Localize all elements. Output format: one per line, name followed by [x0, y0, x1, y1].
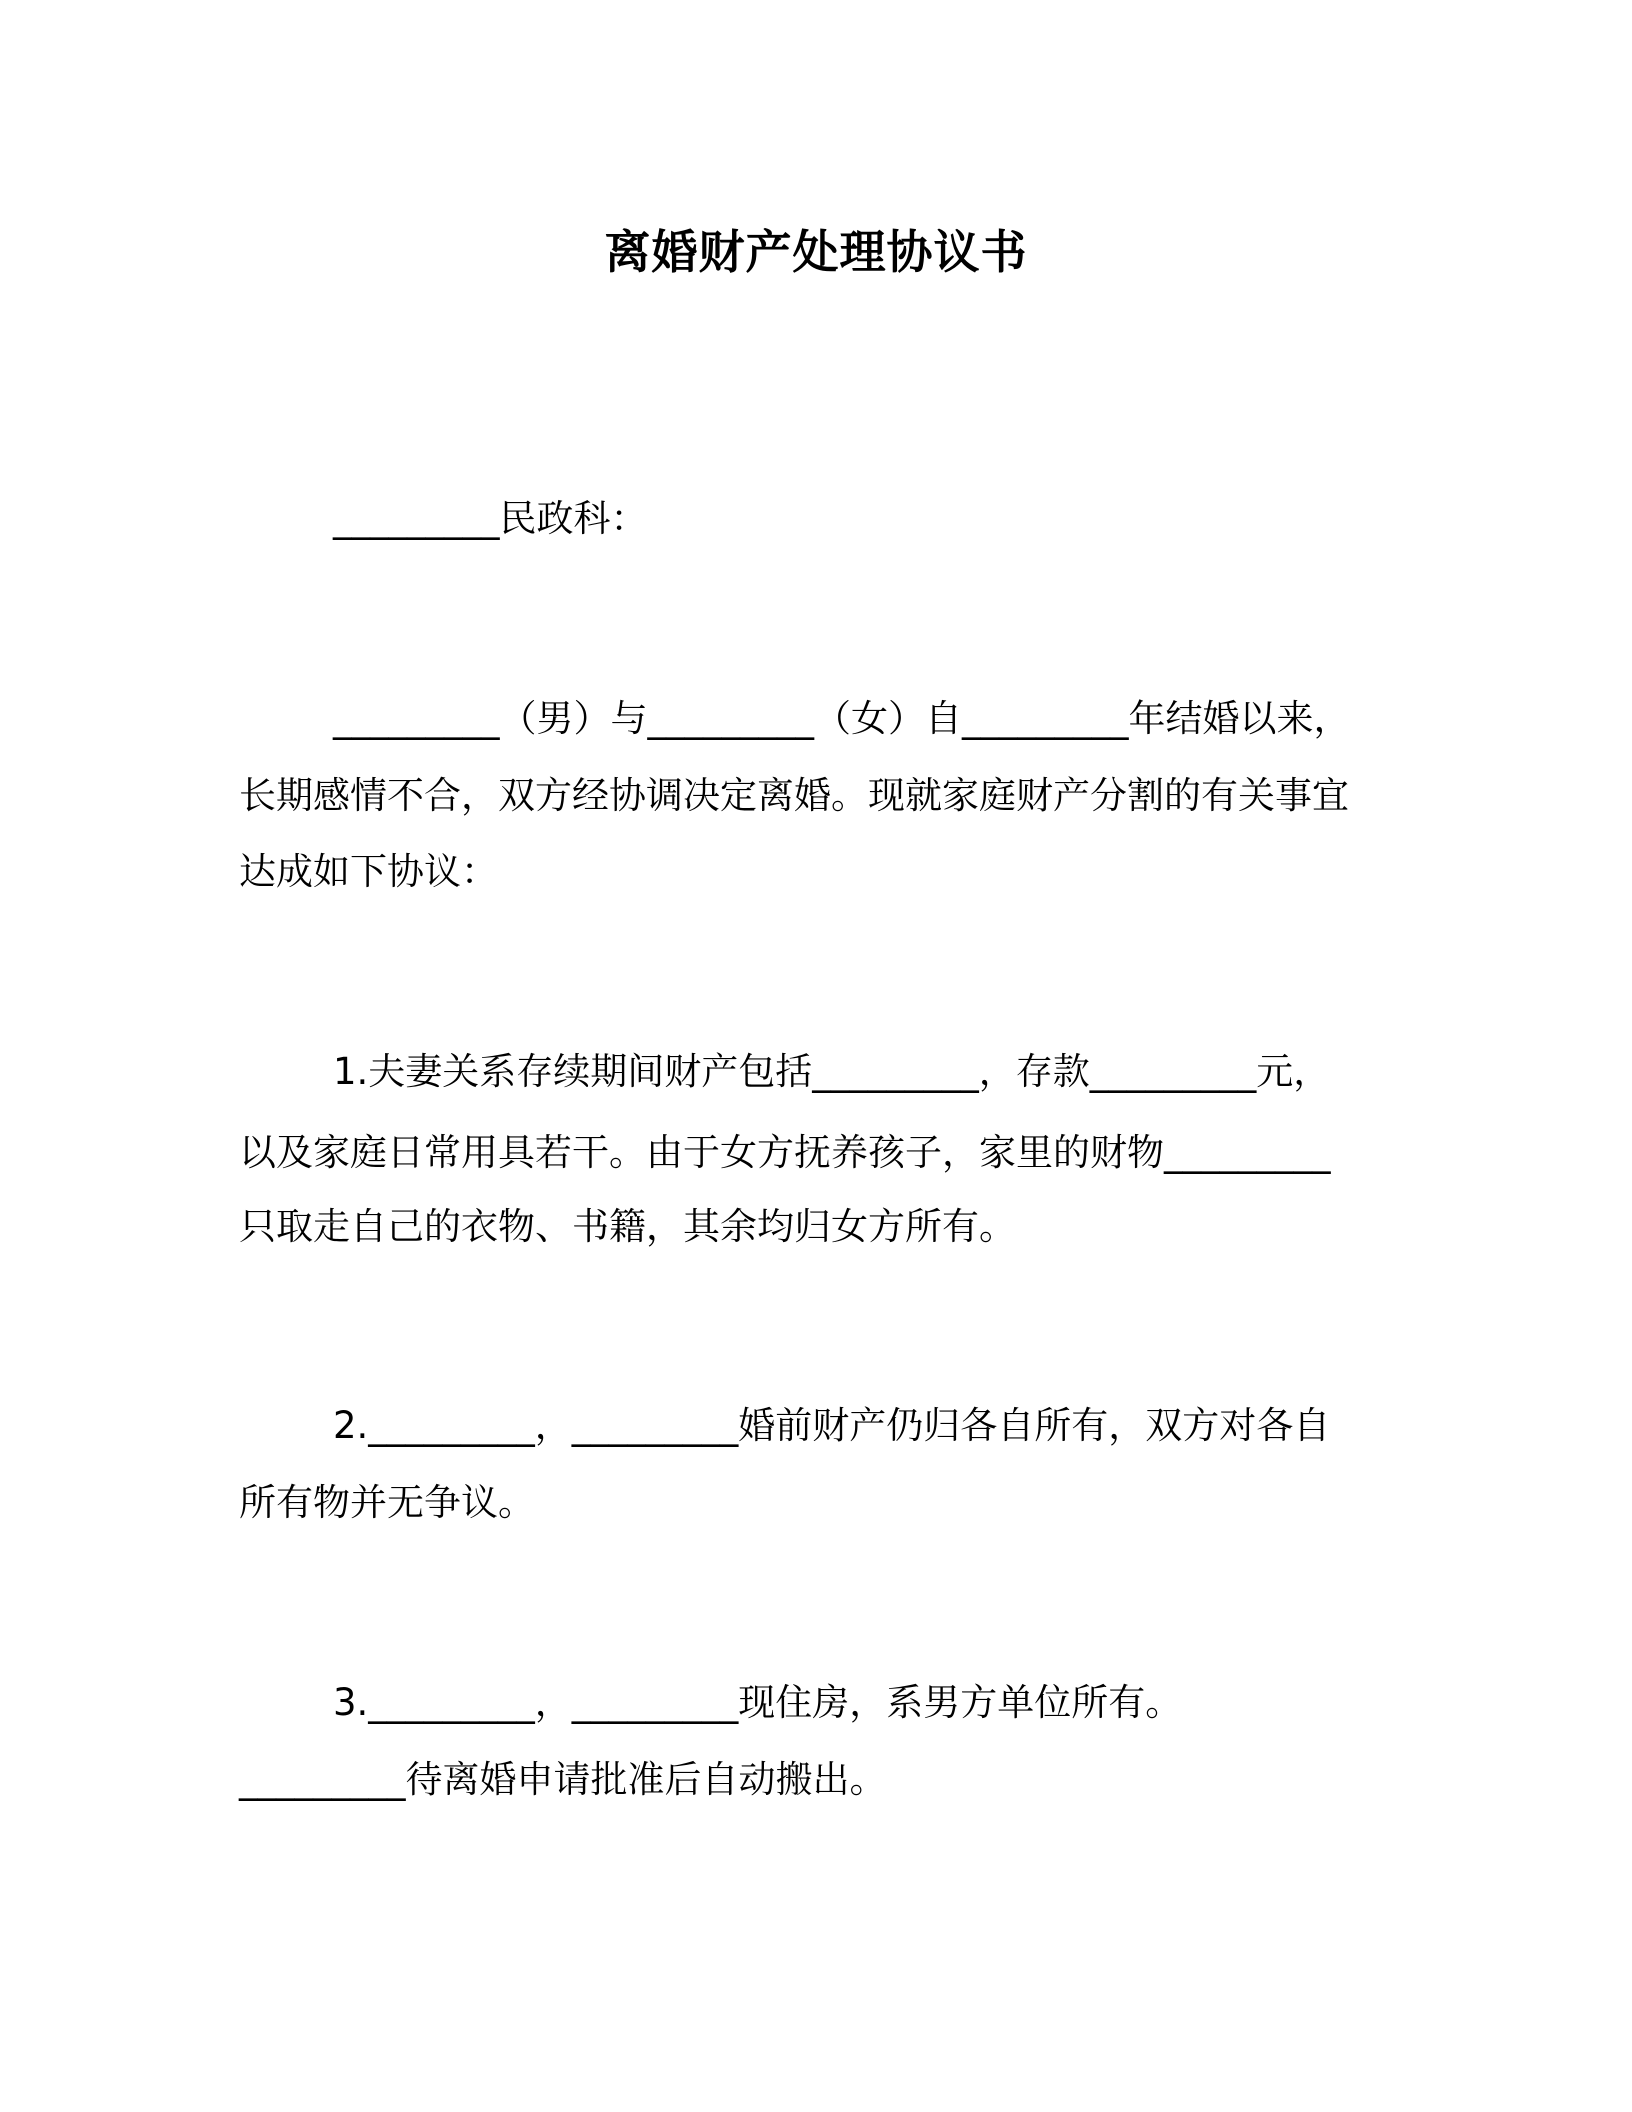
- clause-2-line-2: 所有物并无争议。: [239, 1481, 535, 1524]
- clause-1-line-3: 只取走自己的衣物、书籍，其余均归女方所有。: [239, 1205, 1016, 1248]
- clause-3-line-2: _________待离婚申请批准后自动搬出。: [239, 1758, 887, 1801]
- paragraph-intro-line-3: 达成如下协议：: [239, 850, 498, 893]
- document-title: 离婚财产处理协议书: [604, 225, 1028, 279]
- salutation: _________民政科：: [333, 497, 648, 540]
- paragraph-intro-line-1: _________（男）与_________（女）自_________年结婚以来，: [333, 697, 1351, 740]
- paragraph-intro-line-2: 长期感情不合，双方经协调决定离婚。现就家庭财产分割的有关事宜: [239, 774, 1349, 817]
- clause-2-line-1: 2._________，_________婚前财产仍归各自所有，双方对各自: [333, 1404, 1331, 1447]
- clause-1-line-1: 1.夫妻关系存续期间财产包括_________，存款_________元，: [333, 1050, 1331, 1093]
- clause-1-line-2: 以及家庭日常用具若干。由于女方抚养孩子，家里的财物_________: [239, 1131, 1331, 1174]
- clause-3-line-1: 3._________，_________现住房，系男方单位所有。: [333, 1681, 1183, 1724]
